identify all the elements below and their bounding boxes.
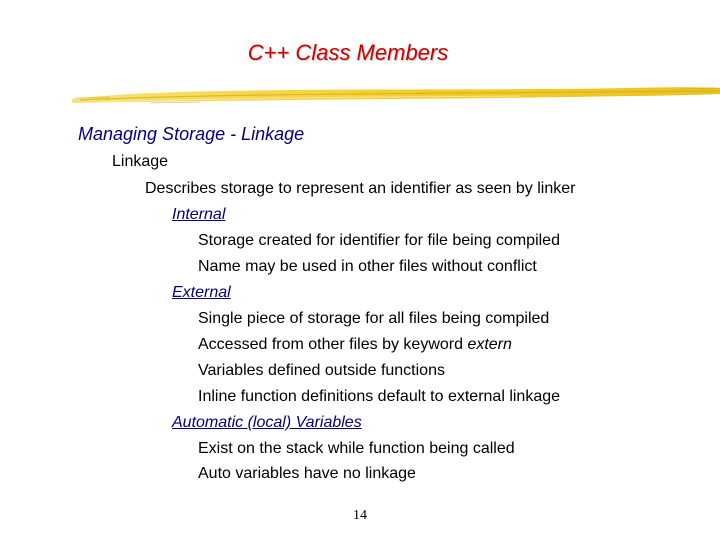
automatic-point: Auto variables have no linkage xyxy=(198,465,416,482)
external-point: Variables defined outside functions xyxy=(198,362,445,379)
section-heading: Managing Storage - Linkage xyxy=(78,124,305,144)
page-number: 14 xyxy=(353,508,367,523)
topic-linkage: Linkage xyxy=(112,153,169,170)
external-point: Inline function definitions default to external linkage xyxy=(198,388,561,405)
external-point-keyword xyxy=(198,336,512,354)
external-point: Single piece of storage for all files being compiled xyxy=(198,310,550,327)
automatic-point: Exist on the stack while function being called xyxy=(198,440,515,457)
keyword-extern: extern xyxy=(467,336,512,353)
slide-title: C++ Class Members xyxy=(247,40,449,65)
internal-point: Name may be used in other files without conflict xyxy=(198,258,537,275)
subheading-automatic: Automatic (local) Variables xyxy=(172,414,362,431)
subheading-internal: Internal xyxy=(172,206,226,223)
linkage-description: Describes storage to represent an identifier as seen by linker xyxy=(145,180,576,197)
internal-point: Storage created for identifier for file being compiled xyxy=(198,232,560,249)
yellow-brush-stroke xyxy=(70,80,720,110)
subheading-external: External xyxy=(172,284,231,301)
external-point-text: Accessed from other files by keyword xyxy=(198,336,468,353)
